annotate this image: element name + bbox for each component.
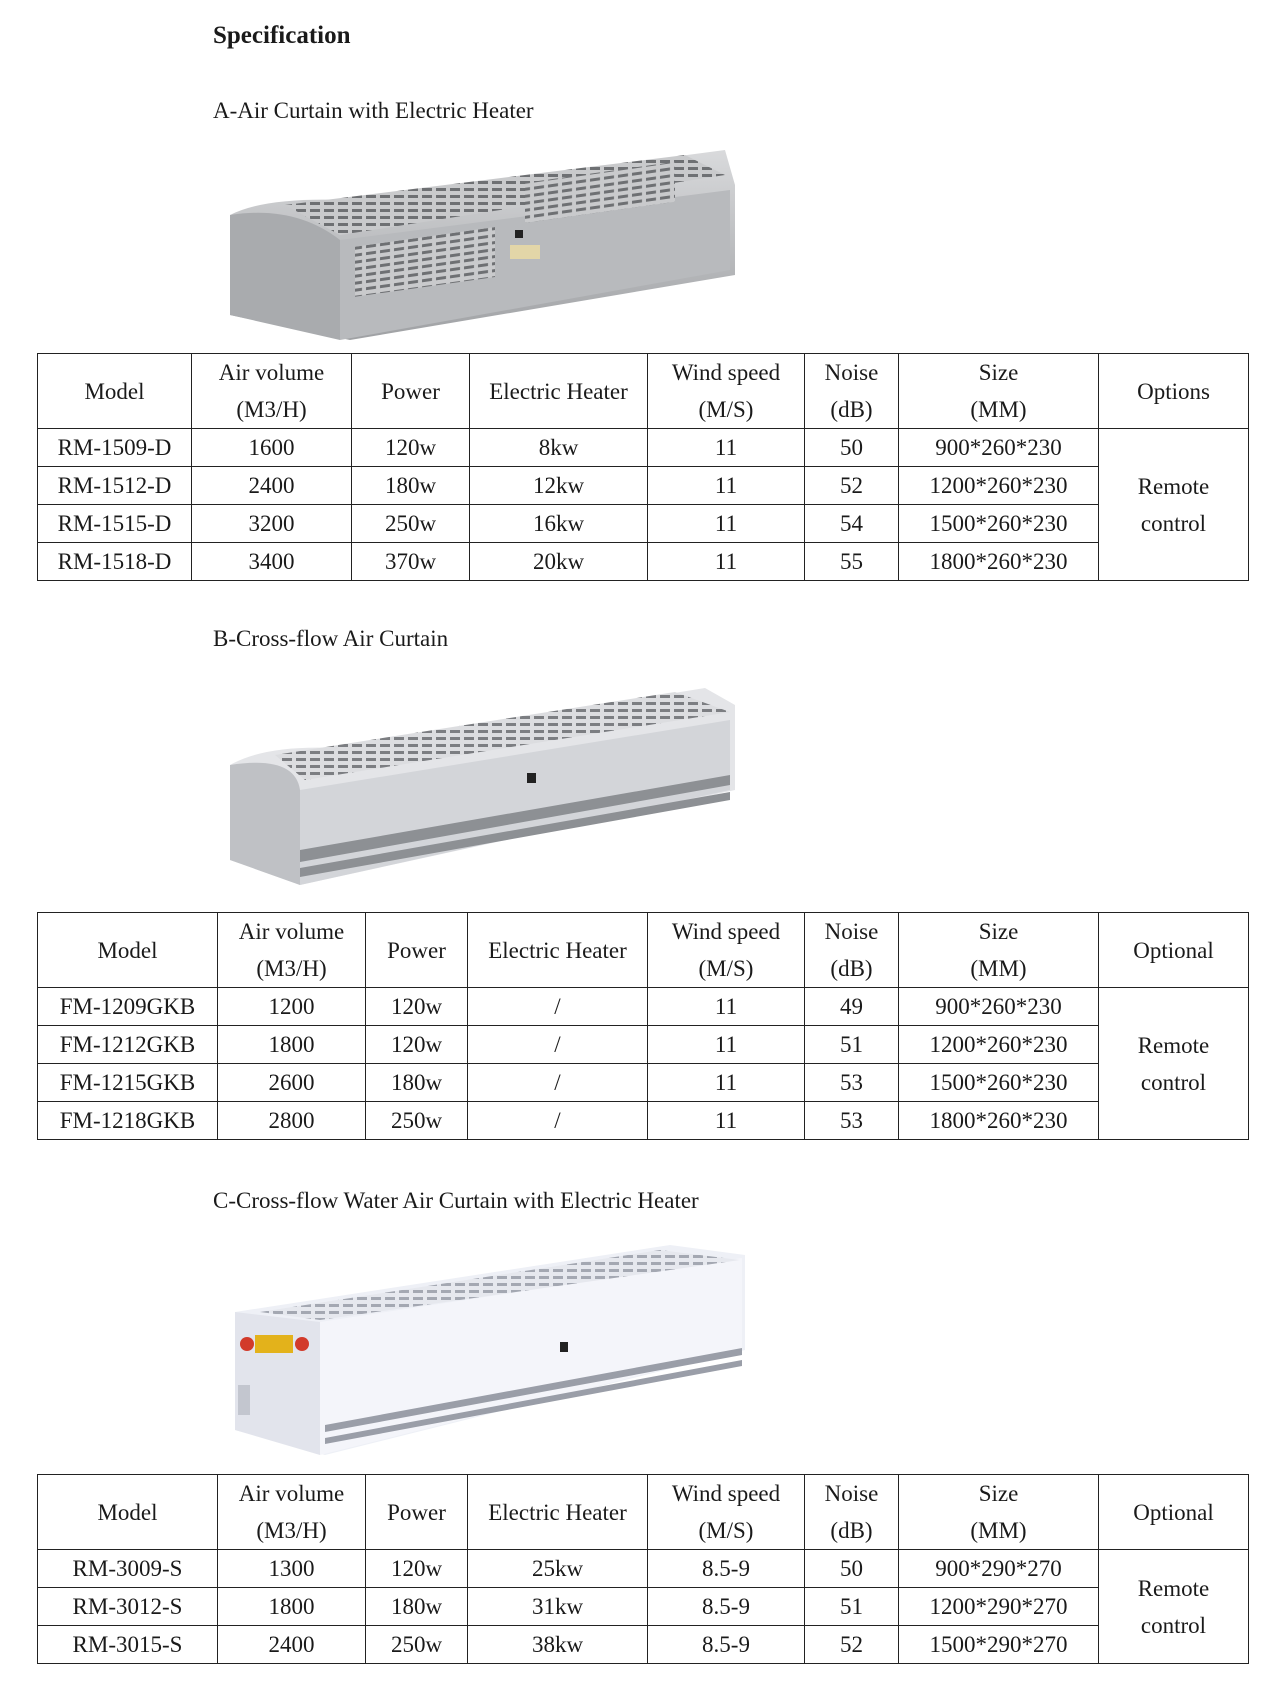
- cell-wind-speed: 11: [648, 467, 805, 505]
- cell-model: RM-3012-S: [38, 1588, 218, 1626]
- table-row: [38, 1026, 1249, 1064]
- cell-wind-speed: 8.5-9: [648, 1588, 805, 1626]
- cell-size: 900*260*230: [899, 988, 1099, 1026]
- cell-heater: 25kw: [468, 1550, 648, 1588]
- header-electric-heater: Electric Heater: [470, 354, 648, 429]
- cell-model: FM-1218GKB: [38, 1102, 218, 1140]
- table-row: [38, 467, 1249, 505]
- table-row: [38, 429, 1249, 467]
- cell-noise: 50: [805, 429, 899, 467]
- cell-noise: 53: [805, 1102, 899, 1140]
- cell-model: RM-1515-D: [38, 505, 192, 543]
- table-header-row: [38, 1475, 1249, 1550]
- cell-wind-speed: 11: [648, 1102, 805, 1140]
- cell-noise: 51: [805, 1026, 899, 1064]
- table-row: [38, 988, 1249, 1026]
- header-air-volume: Air volume (M3/H): [218, 913, 366, 988]
- cell-air-volume: 2400: [218, 1626, 366, 1664]
- cell-air-volume: 1200: [218, 988, 366, 1026]
- spec-table-c: [37, 1474, 1249, 1664]
- header-air-volume: Air volume (M3/H): [218, 1475, 366, 1550]
- header-electric-heater: Electric Heater: [468, 913, 648, 988]
- cell-options: Remote control: [1099, 429, 1249, 581]
- header-size: Size (MM): [899, 354, 1099, 429]
- header-options: Optional: [1099, 1475, 1249, 1550]
- table-row: [38, 505, 1249, 543]
- section-b-title: B-Cross-flow Air Curtain: [213, 626, 449, 651]
- table-header-row: [38, 913, 1249, 988]
- header-model: Model: [38, 354, 192, 429]
- header-model: Model: [38, 1475, 218, 1550]
- cell-power: 250w: [366, 1626, 468, 1664]
- table-row: [38, 1064, 1249, 1102]
- cell-options: Remote control: [1099, 1550, 1249, 1664]
- cell-heater: 31kw: [468, 1588, 648, 1626]
- cell-size: 1200*260*230: [899, 467, 1099, 505]
- cell-heater: /: [468, 1026, 648, 1064]
- cell-power: 370w: [352, 543, 470, 581]
- cell-noise: 51: [805, 1588, 899, 1626]
- cell-wind-speed: 11: [648, 1026, 805, 1064]
- cell-wind-speed: 11: [648, 988, 805, 1026]
- page-heading: Specification: [213, 22, 351, 49]
- cell-size: 1200*290*270: [899, 1588, 1099, 1626]
- cell-wind-speed: 11: [648, 429, 805, 467]
- cell-wind-speed: 8.5-9: [648, 1550, 805, 1588]
- cell-air-volume: 2600: [218, 1064, 366, 1102]
- cell-power: 120w: [366, 1550, 468, 1588]
- cell-model: RM-1512-D: [38, 467, 192, 505]
- cell-noise: 54: [805, 505, 899, 543]
- cell-air-volume: 1800: [218, 1588, 366, 1626]
- cell-size: 1500*260*230: [899, 1064, 1099, 1102]
- cell-noise: 55: [805, 543, 899, 581]
- cell-model: RM-3009-S: [38, 1550, 218, 1588]
- cell-heater: /: [468, 988, 648, 1026]
- table-row: [38, 1626, 1249, 1664]
- header-noise: Noise (dB): [805, 913, 899, 988]
- air-curtain-a-image: [225, 145, 745, 345]
- cell-power: 120w: [366, 988, 468, 1026]
- cell-size: 1500*260*230: [899, 505, 1099, 543]
- cell-model: RM-1509-D: [38, 429, 192, 467]
- header-wind-speed: Wind speed (M/S): [648, 913, 805, 988]
- cell-power: 250w: [366, 1102, 468, 1140]
- header-wind-speed: Wind speed (M/S): [648, 1475, 805, 1550]
- table-row: [38, 1588, 1249, 1626]
- cell-size: 1200*260*230: [899, 1026, 1099, 1064]
- header-size: Size (MM): [899, 1475, 1099, 1550]
- header-model: Model: [38, 913, 218, 988]
- cell-heater: /: [468, 1102, 648, 1140]
- cell-heater: 12kw: [470, 467, 648, 505]
- table-row: [38, 1550, 1249, 1588]
- table-row: [38, 1102, 1249, 1140]
- cell-noise: 49: [805, 988, 899, 1026]
- cell-size: 900*290*270: [899, 1550, 1099, 1588]
- cell-power: 180w: [352, 467, 470, 505]
- header-noise: Noise (dB): [805, 354, 899, 429]
- header-size: Size (MM): [899, 913, 1099, 988]
- air-curtain-b-image: [225, 680, 745, 890]
- cell-model: RM-1518-D: [38, 543, 192, 581]
- cell-wind-speed: 11: [648, 1064, 805, 1102]
- cell-wind-speed: 11: [648, 505, 805, 543]
- cell-heater: 16kw: [470, 505, 648, 543]
- cell-model: FM-1209GKB: [38, 988, 218, 1026]
- cell-power: 180w: [366, 1064, 468, 1102]
- spec-table-b: [37, 912, 1249, 1140]
- header-wind-speed: Wind speed (M/S): [648, 354, 805, 429]
- cell-power: 120w: [366, 1026, 468, 1064]
- header-options: Optional: [1099, 913, 1249, 988]
- cell-size: 1800*260*230: [899, 543, 1099, 581]
- section-c-title: C-Cross-flow Water Air Curtain with Electric Heater: [213, 1188, 699, 1213]
- cell-heater: /: [468, 1064, 648, 1102]
- air-curtain-c-image: [230, 1240, 750, 1460]
- cell-model: FM-1215GKB: [38, 1064, 218, 1102]
- table-header-row: [38, 354, 1249, 429]
- table-row: [38, 543, 1249, 581]
- cell-heater: 38kw: [468, 1626, 648, 1664]
- header-power: Power: [366, 913, 468, 988]
- header-air-volume: Air volume (M3/H): [192, 354, 352, 429]
- header-electric-heater: Electric Heater: [468, 1475, 648, 1550]
- cell-size: 1500*290*270: [899, 1626, 1099, 1664]
- cell-options: Remote control: [1099, 988, 1249, 1140]
- cell-heater: 20kw: [470, 543, 648, 581]
- cell-power: 120w: [352, 429, 470, 467]
- cell-air-volume: 2400: [192, 467, 352, 505]
- cell-air-volume: 1600: [192, 429, 352, 467]
- cell-power: 250w: [352, 505, 470, 543]
- cell-wind-speed: 8.5-9: [648, 1626, 805, 1664]
- cell-air-volume: 1300: [218, 1550, 366, 1588]
- header-power: Power: [352, 354, 470, 429]
- cell-air-volume: 2800: [218, 1102, 366, 1140]
- cell-noise: 53: [805, 1064, 899, 1102]
- cell-wind-speed: 11: [648, 543, 805, 581]
- header-noise: Noise (dB): [805, 1475, 899, 1550]
- cell-air-volume: 3200: [192, 505, 352, 543]
- cell-size: 900*260*230: [899, 429, 1099, 467]
- section-a-title: A-Air Curtain with Electric Heater: [213, 98, 534, 123]
- cell-noise: 50: [805, 1550, 899, 1588]
- cell-model: FM-1212GKB: [38, 1026, 218, 1064]
- header-power: Power: [366, 1475, 468, 1550]
- cell-size: 1800*260*230: [899, 1102, 1099, 1140]
- cell-heater: 8kw: [470, 429, 648, 467]
- cell-air-volume: 3400: [192, 543, 352, 581]
- cell-air-volume: 1800: [218, 1026, 366, 1064]
- cell-noise: 52: [805, 1626, 899, 1664]
- cell-noise: 52: [805, 467, 899, 505]
- spec-table-a: [37, 353, 1249, 581]
- header-options: Options: [1099, 354, 1249, 429]
- cell-power: 180w: [366, 1588, 468, 1626]
- cell-model: RM-3015-S: [38, 1626, 218, 1664]
